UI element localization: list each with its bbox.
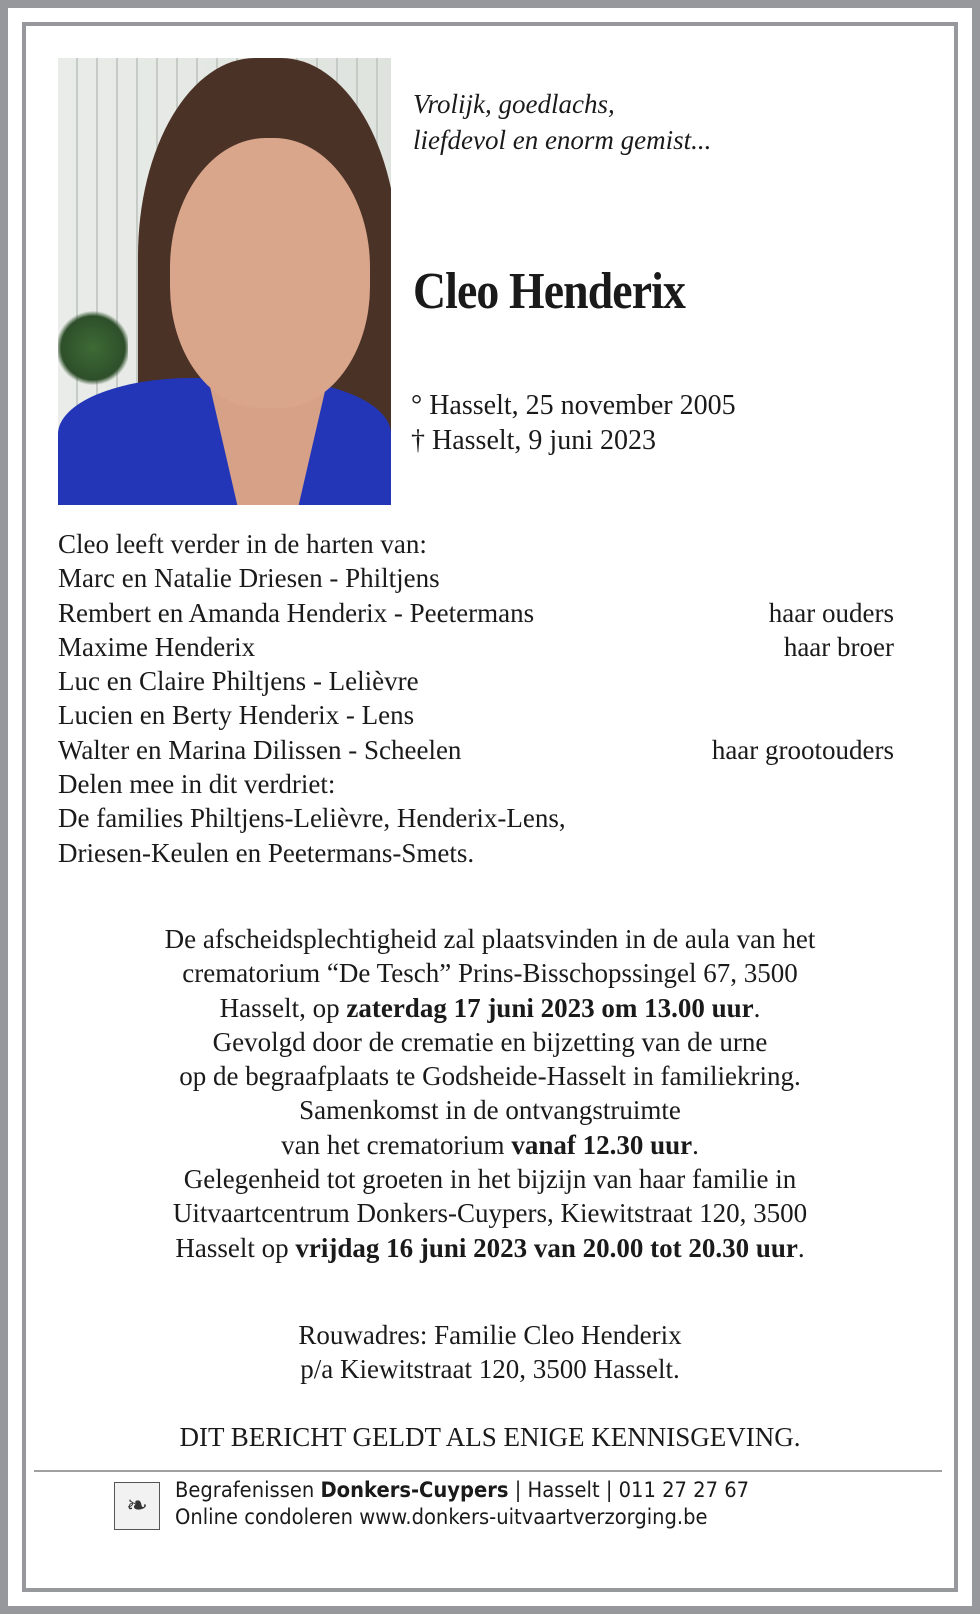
- family-member: De families Philtjens-Lelièvre, Henderix-Lens,: [58, 803, 566, 834]
- family-member: Delen mee in dit verdriet:: [58, 769, 336, 800]
- mourning-address: [40, 1318, 940, 1387]
- text-line: Samenkomst in de ontvangstruimte: [299, 1095, 681, 1126]
- family-member: Marc en Natalie Driesen - Philtjens: [58, 563, 440, 594]
- family-list: [58, 527, 894, 870]
- family-row: [58, 698, 894, 732]
- family-row: [58, 733, 894, 767]
- footer: [175, 1477, 749, 1531]
- gathering-time: vanaf 12.30 uur: [511, 1129, 693, 1160]
- family-row: [58, 801, 894, 835]
- family-row: [58, 664, 894, 698]
- funeral-home-name: Donkers-Cuypers: [320, 1478, 509, 1502]
- family-row: [58, 630, 894, 664]
- text-line: [40, 1231, 940, 1265]
- family-relation: haar ouders: [768, 597, 894, 628]
- ceremony-datetime: zaterdag 17 juni 2023 om 13.00 uur: [346, 992, 754, 1023]
- text: Hasselt op: [175, 1232, 296, 1263]
- text-line: p/a Kiewitstraat 120, 3500 Hasselt.: [300, 1354, 680, 1385]
- funeral-home-line: [175, 1477, 749, 1504]
- funeral-home-logo: ❧: [114, 1482, 160, 1530]
- text: van het crematorium: [281, 1129, 512, 1160]
- visitation-datetime: vrijdag 16 juni 2023 van 20.00 tot 20.30 uur: [295, 1232, 798, 1263]
- text-line: Gelegenheid tot groeten in het bijzijn van haar familie in: [183, 1164, 797, 1195]
- dates: [411, 388, 736, 458]
- family-row: [58, 836, 894, 870]
- quote-line: Vrolijk, goedlachs,: [413, 89, 615, 119]
- family-member: Luc en Claire Philtjens - Lelièvre: [58, 666, 419, 697]
- notice: DIT BERICHT GELDT ALS ENIGE KENNISGEVING.: [179, 1422, 801, 1452]
- text-line: De afscheidsplechtigheid zal plaatsvinden in de aula van het: [164, 924, 816, 954]
- text: Begrafenissen: [175, 1478, 321, 1502]
- family-relation: haar broer: [783, 631, 894, 662]
- birth-date: ° Hasselt, 25 november 2005: [411, 390, 736, 421]
- family-row: [58, 561, 894, 595]
- death-date: † Hasselt, 9 juni 2023: [411, 425, 656, 456]
- divider: [34, 1470, 942, 1472]
- text: .: [797, 1232, 805, 1263]
- family-member: Driesen-Keulen en Peetermans-Smets.: [58, 837, 475, 868]
- text-line: crematorium “De Tesch” Prins-Bisschopssingel 67, 3500: [182, 958, 798, 989]
- family-member: Maxime Henderix: [58, 631, 256, 662]
- family-member: Cleo leeft verder in de harten van:: [58, 529, 427, 559]
- text-line: Rouwadres: Familie Cleo Henderix: [298, 1320, 682, 1350]
- family-relation: haar grootouders: [711, 734, 894, 765]
- text-line: Uitvaartcentrum Donkers-Cuypers, Kiewitstraat 120, 3500: [172, 1198, 808, 1229]
- quote: [413, 86, 711, 158]
- text: Hasselt, op: [219, 992, 347, 1023]
- condolence-link[interactable]: Online condoleren www.donkers-uitvaartverzorging.be: [175, 1505, 708, 1529]
- family-row: [58, 767, 894, 801]
- text-line: Gevolgd door de crematie en bijzetting van de urne: [212, 1026, 768, 1057]
- text: .: [753, 992, 761, 1023]
- text-line: op de begraafplaats te Godsheide-Hasselt in familiekring.: [179, 1061, 801, 1092]
- family-row: [58, 596, 894, 630]
- text: | Hasselt | 011 27 27 67: [508, 1478, 750, 1502]
- portrait-photo: [58, 58, 391, 505]
- text-line: [40, 1128, 940, 1162]
- quote-line: liefdevol en enorm gemist...: [413, 125, 712, 155]
- family-row: [58, 527, 894, 561]
- ceremony-details: [40, 922, 940, 1265]
- deceased-name: Cleo Henderix: [413, 263, 685, 320]
- text-line: [40, 991, 940, 1025]
- text: .: [692, 1129, 699, 1160]
- family-member: Lucien en Berty Henderix - Lens: [58, 700, 415, 731]
- family-member: Walter en Marina Dilissen - Scheelen: [58, 734, 462, 765]
- family-member: Rembert en Amanda Henderix - Peetermans: [58, 597, 535, 628]
